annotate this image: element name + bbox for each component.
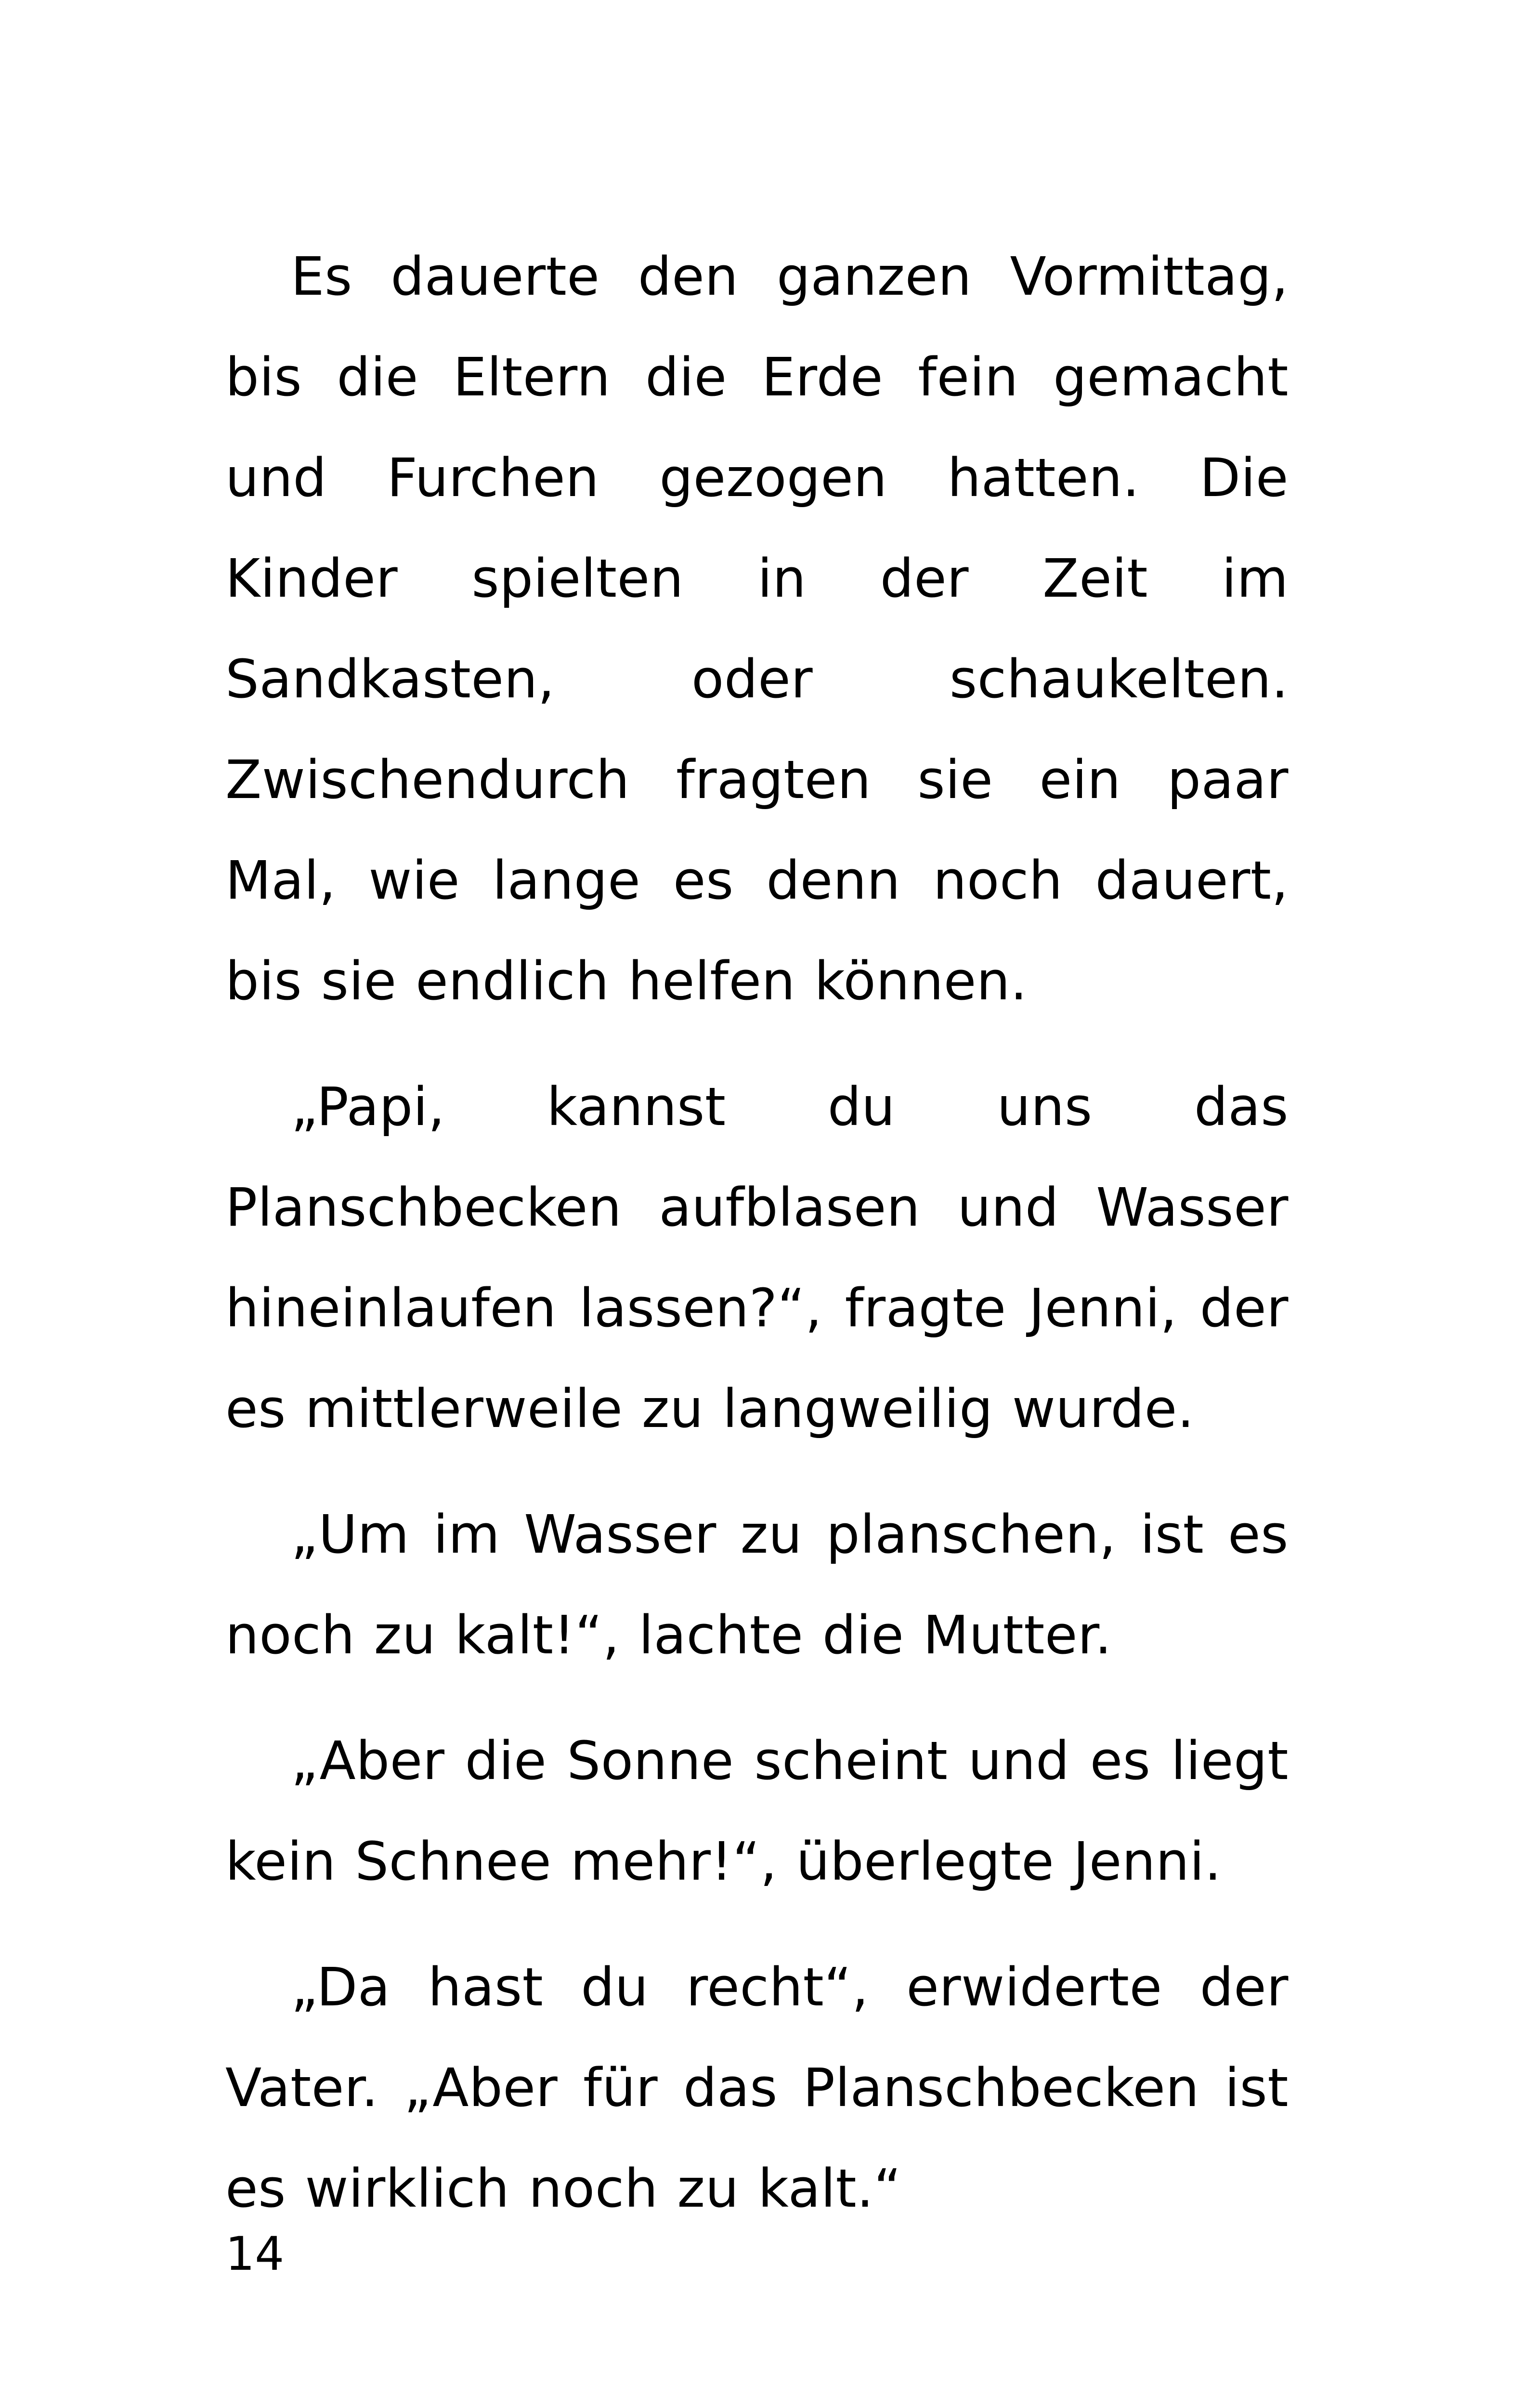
paragraph-3: „Um im Wasser zu planschen, ist es noch zu kalt!“, lachte die Mutter. [225,1504,1289,1666]
paragraph-4: „Aber die Sonne scheint und es liegt kein Schnee mehr!“, überlegte Jenni. [225,1730,1289,1892]
paragraph-5: „Da hast du recht“, erwiderte der Vater. „Aber für das Planschbecken ist es wirklich noch zu kalt.“ [225,1956,1289,2219]
paragraph-2: „Papi, kannst du uns das Planschbecken aufblasen und Wasser hineinlaufen lassen?“, fragte Jenni, der es mittlerweile zu langweilig wurde. [225,1076,1289,1440]
paragraph-1: Es dauerte den ganzen Vormittag, bis die Eltern die Erde fein gemacht und Furchen gezogen hatten. Die Kinder spielten in der Zeit im Sandkasten, oder schaukelten. Zwischendurch fragten sie ein paar Mal, wie lange es denn noch dauert, bis sie endlich helfen können. [225,246,1289,1012]
page-number: 14 [225,2227,285,2281]
body-text [225,226,1289,2264]
